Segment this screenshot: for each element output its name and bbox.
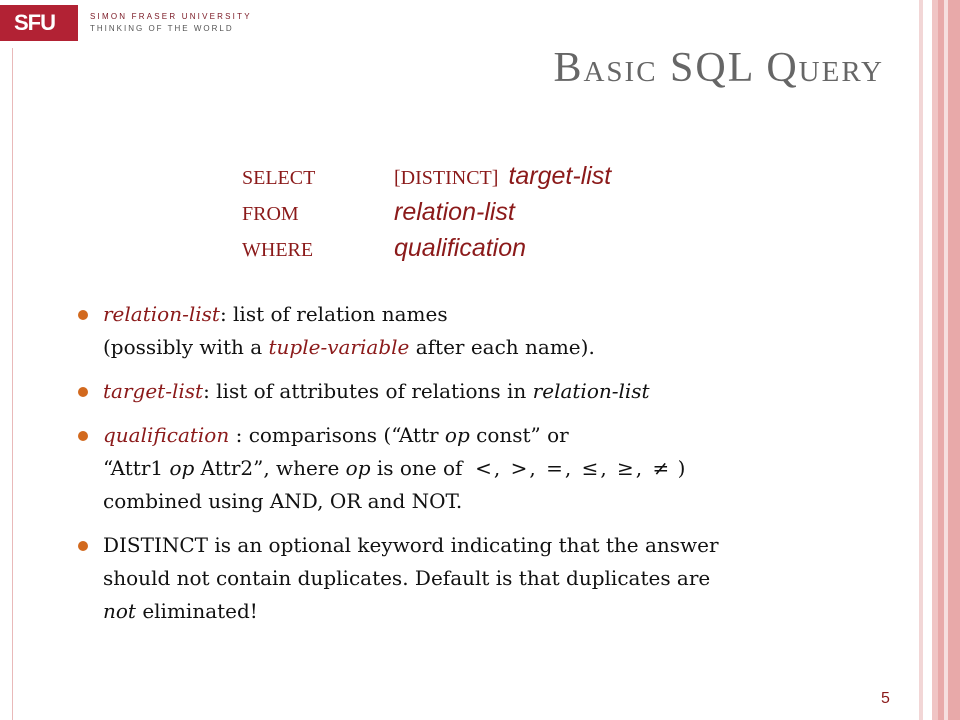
bullet-text: is one of (370, 456, 469, 480)
bullet-dot-icon (78, 387, 88, 397)
from-clause (242, 198, 611, 234)
sfu-logo (0, 0, 252, 46)
bullet-term: relation-list (532, 379, 650, 403)
bullet-text: “Attr1 (103, 456, 170, 480)
bullet-list (78, 298, 908, 639)
bullet-text: Attr2”, where (194, 456, 346, 480)
op-word: op (345, 456, 371, 480)
op-word: op (444, 423, 470, 447)
left-divider (12, 48, 13, 720)
bullet-text: const” or (469, 423, 569, 447)
bullet-dot-icon (78, 431, 88, 441)
where-clause (242, 234, 611, 270)
sfu-logo-line2: THINKING OF THE WORLD (90, 24, 234, 33)
bullet-item (78, 375, 908, 408)
sfu-logo-line1: SIMON FRASER UNIVERSITY (90, 12, 252, 21)
right-stripe (938, 0, 960, 720)
relation-list-arg: relation-list (394, 198, 515, 226)
bullet-text: combined using AND, OR and NOT. (103, 489, 463, 513)
bullet-text: (possibly with a (103, 335, 269, 359)
page-number: 5 (881, 690, 890, 707)
bullet-item (78, 529, 908, 628)
bullet-item (78, 419, 908, 518)
right-stripe (919, 0, 923, 720)
bullet-text: after each name). (409, 335, 595, 359)
distinct-keyword: [DISTINCT] (394, 167, 499, 189)
not-word: not (103, 599, 136, 623)
bullet-text: : list of relation names (219, 302, 448, 326)
operator-list: <, >, =, ≤, ≥, ≠ (475, 456, 672, 480)
sfu-logo-text (90, 11, 252, 46)
target-list-arg: target-list (508, 162, 612, 190)
select-clause (242, 162, 611, 198)
select-keyword: SELECT (242, 167, 316, 189)
from-keyword: FROM (242, 203, 299, 225)
bullet-term: tuple-variable (268, 335, 410, 359)
sfu-logo-abbr: SFU (0, 5, 78, 41)
bullet-term: relation-list (103, 302, 220, 326)
qualification-arg: qualification (394, 234, 527, 262)
bullet-dot-icon (78, 541, 88, 551)
bullet-text: eliminated! (135, 599, 258, 623)
bullet-text: should not contain duplicates. Default is that duplicates are (103, 566, 711, 590)
slide-title: Basic SQL Query (553, 45, 884, 91)
op-word: op (169, 456, 195, 480)
bullet-term: qualification (103, 423, 230, 447)
bullet-term: target-list (103, 379, 204, 403)
bullet-dot-icon (78, 310, 88, 320)
where-keyword: WHERE (242, 239, 314, 261)
bullet-text: DISTINCT is an optional keyword indicating that the answer (103, 533, 719, 557)
bullet-text: : list of attributes of relations in (203, 379, 533, 403)
bullet-item (78, 298, 908, 364)
bullet-text: : comparisons (“Attr (229, 423, 445, 447)
right-stripe (944, 0, 948, 720)
bullet-text: ) (671, 456, 686, 480)
sql-syntax-block (242, 162, 611, 270)
